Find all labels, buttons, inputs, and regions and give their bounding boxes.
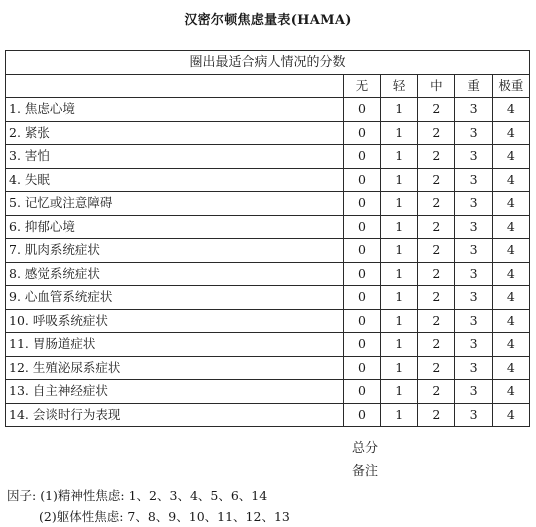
score-option[interactable]: 2 (418, 333, 455, 357)
score-option[interactable]: 3 (455, 403, 492, 427)
score-option[interactable]: 4 (492, 215, 529, 239)
score-option[interactable]: 4 (492, 168, 529, 192)
score-option[interactable]: 4 (492, 262, 529, 286)
score-option[interactable]: 1 (381, 168, 418, 192)
score-option[interactable]: 0 (343, 262, 380, 286)
score-option[interactable]: 4 (492, 403, 529, 427)
score-option[interactable]: 0 (343, 403, 380, 427)
score-option[interactable]: 1 (381, 192, 418, 216)
table-row (6, 121, 530, 145)
score-label-mild: 轻 (381, 74, 418, 98)
score-option[interactable]: 1 (381, 356, 418, 380)
item-label: 11. 胃肠道症状 (6, 333, 344, 357)
notes-label: 备注 (352, 464, 379, 479)
document-title: 汉密尔顿焦虑量表(HAMA) (184, 13, 352, 28)
score-option[interactable]: 0 (343, 380, 380, 404)
score-option[interactable]: 0 (343, 309, 380, 333)
table-row (6, 403, 530, 427)
score-option[interactable]: 4 (492, 356, 529, 380)
score-option[interactable]: 1 (381, 145, 418, 169)
score-label-severe: 重 (455, 74, 492, 98)
table-row (6, 192, 530, 216)
score-option[interactable]: 1 (381, 215, 418, 239)
score-option[interactable]: 0 (343, 192, 380, 216)
score-option[interactable]: 2 (418, 98, 455, 122)
table-row (6, 215, 530, 239)
table-row (6, 333, 530, 357)
score-option[interactable]: 1 (381, 262, 418, 286)
table-row (6, 356, 530, 380)
score-option[interactable]: 0 (343, 98, 380, 122)
score-option[interactable]: 1 (381, 309, 418, 333)
score-option[interactable]: 1 (381, 121, 418, 145)
score-option[interactable]: 2 (418, 121, 455, 145)
score-option[interactable]: 4 (492, 121, 529, 145)
score-option[interactable]: 2 (418, 309, 455, 333)
score-option[interactable]: 2 (418, 380, 455, 404)
item-label: 7. 肌肉系统症状 (6, 239, 344, 263)
score-option[interactable]: 0 (343, 215, 380, 239)
item-label: 14. 会谈时行为表现 (6, 403, 344, 427)
score-option[interactable]: 3 (455, 98, 492, 122)
item-label: 8. 感觉系统症状 (6, 262, 344, 286)
factors-section (7, 485, 290, 527)
score-option[interactable]: 4 (492, 239, 529, 263)
score-option[interactable]: 0 (343, 333, 380, 357)
score-option[interactable]: 3 (455, 121, 492, 145)
score-option[interactable]: 1 (381, 98, 418, 122)
score-option[interactable]: 4 (492, 145, 529, 169)
score-option[interactable]: 2 (418, 168, 455, 192)
factor-mental: (1)精神性焦虑: 1、2、3、4、5、6、14 (40, 488, 268, 503)
score-option[interactable]: 1 (381, 333, 418, 357)
table-row (6, 309, 530, 333)
score-option[interactable]: 0 (343, 286, 380, 310)
score-option[interactable]: 0 (343, 121, 380, 145)
score-option[interactable]: 2 (418, 215, 455, 239)
score-option[interactable]: 2 (418, 262, 455, 286)
item-label: 1. 焦虑心境 (6, 98, 344, 122)
score-option[interactable]: 2 (418, 192, 455, 216)
table-row (6, 286, 530, 310)
score-option[interactable]: 0 (343, 145, 380, 169)
table-row (6, 239, 530, 263)
score-option[interactable]: 3 (455, 192, 492, 216)
total-score-label: 总分 (352, 441, 379, 456)
score-label-extreme: 极重 (492, 74, 529, 98)
score-option[interactable]: 3 (455, 356, 492, 380)
score-option[interactable]: 1 (381, 286, 418, 310)
score-option[interactable]: 4 (492, 286, 529, 310)
factor-somatic-line (7, 506, 290, 527)
score-option[interactable]: 4 (492, 192, 529, 216)
score-option[interactable]: 3 (455, 168, 492, 192)
score-option[interactable]: 4 (492, 98, 529, 122)
score-option[interactable]: 2 (418, 403, 455, 427)
score-option[interactable]: 1 (381, 380, 418, 404)
item-label: 13. 自主神经症状 (6, 380, 344, 404)
blank-cell (6, 74, 344, 98)
item-label: 5. 记忆或注意障碍 (6, 192, 344, 216)
score-option[interactable]: 3 (455, 215, 492, 239)
score-option[interactable]: 4 (492, 309, 529, 333)
score-option[interactable]: 0 (343, 356, 380, 380)
score-option[interactable]: 3 (455, 333, 492, 357)
score-option[interactable]: 2 (418, 145, 455, 169)
item-label: 12. 生殖泌尿系症状 (6, 356, 344, 380)
item-label: 4. 失眠 (6, 168, 344, 192)
score-option[interactable]: 3 (455, 262, 492, 286)
score-option[interactable]: 0 (343, 239, 380, 263)
score-label-moderate: 中 (418, 74, 455, 98)
table-row (6, 145, 530, 169)
score-option[interactable]: 2 (418, 356, 455, 380)
factor-mental-line (7, 485, 290, 506)
score-option[interactable]: 0 (343, 168, 380, 192)
item-label: 6. 抑郁心境 (6, 215, 344, 239)
hama-scale-table (5, 50, 530, 427)
table-row (6, 168, 530, 192)
score-option[interactable]: 1 (381, 403, 418, 427)
score-option[interactable]: 3 (455, 380, 492, 404)
score-option[interactable]: 4 (492, 333, 529, 357)
score-option[interactable]: 3 (455, 239, 492, 263)
score-label-row (6, 74, 530, 98)
score-option[interactable]: 3 (455, 145, 492, 169)
table-row (6, 262, 530, 286)
score-label-none: 无 (343, 74, 380, 98)
score-option[interactable]: 2 (418, 239, 455, 263)
item-label: 2. 紧张 (6, 121, 344, 145)
score-option[interactable]: 3 (455, 309, 492, 333)
table-row (6, 380, 530, 404)
table-header: 圈出最适合病人情况的分数 (6, 51, 530, 75)
table-row (6, 98, 530, 122)
factors-prefix: 因子: (7, 488, 37, 503)
score-option[interactable]: 3 (455, 286, 492, 310)
score-option[interactable]: 4 (492, 380, 529, 404)
item-label: 9. 心血管系统症状 (6, 286, 344, 310)
score-option[interactable]: 1 (381, 239, 418, 263)
item-label: 3. 害怕 (6, 145, 344, 169)
score-option[interactable]: 2 (418, 286, 455, 310)
factor-somatic: (2)躯体性焦虑: 7、8、9、10、11、12、13 (39, 509, 290, 524)
item-label: 10. 呼吸系统症状 (6, 309, 344, 333)
table-header-row (6, 51, 530, 75)
